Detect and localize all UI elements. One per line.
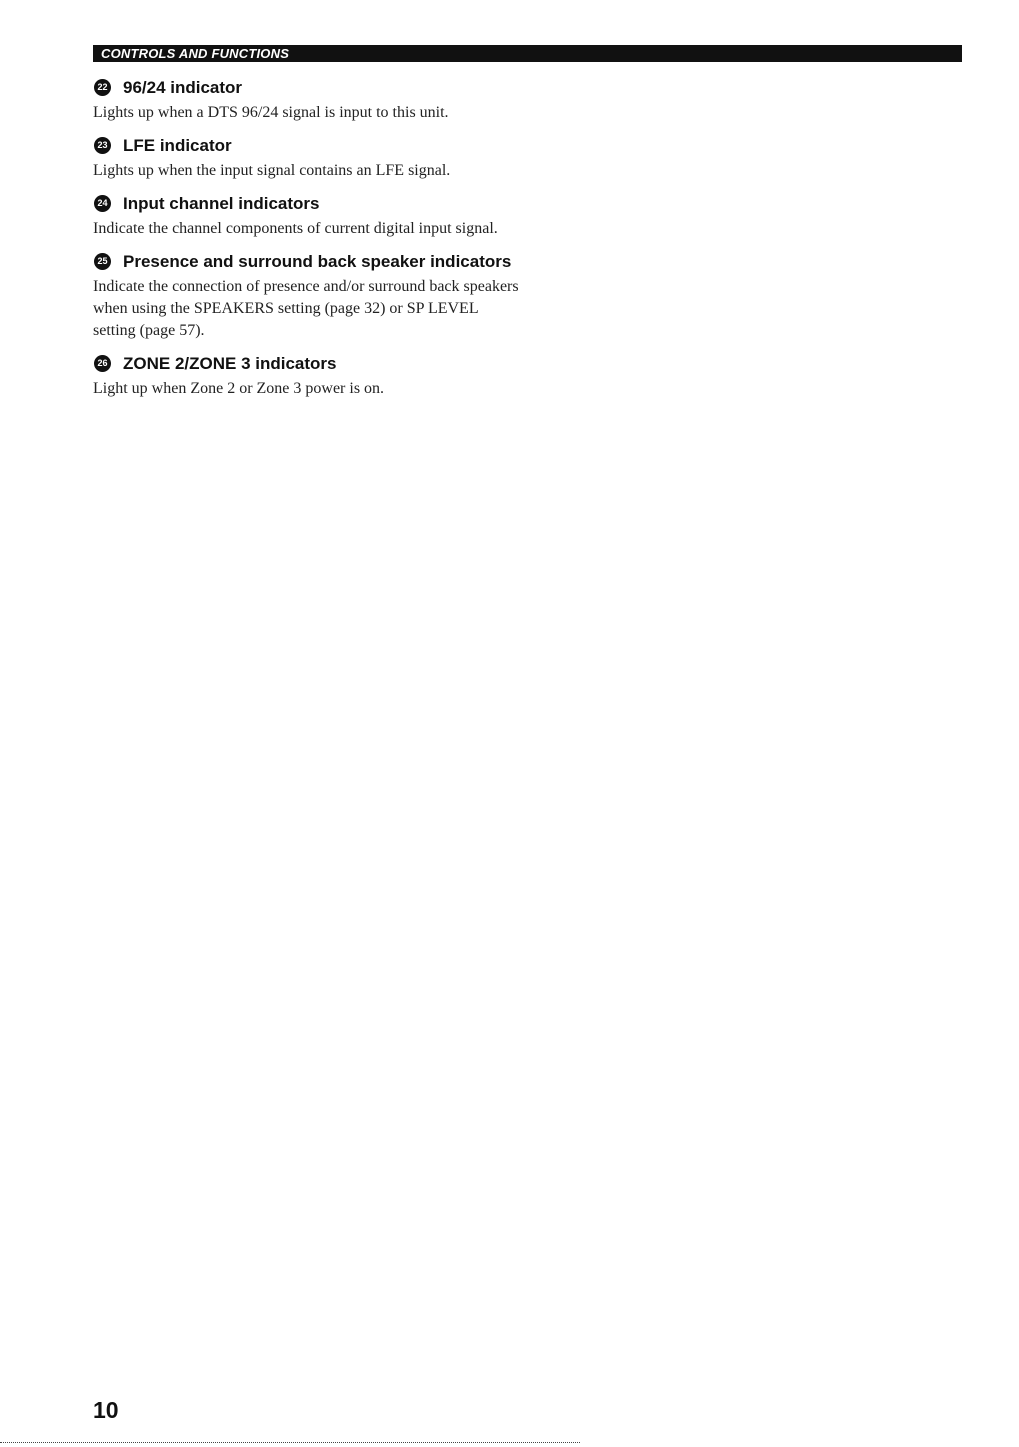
section-input-channel-indicators — [93, 192, 523, 240]
section-body: Light up when Zone 2 or Zone 3 power is on. — [93, 380, 385, 397]
section-heading-text: LFE indicator — [123, 136, 232, 155]
section-heading-text: ZONE 2/ZONE 3 indicators — [123, 354, 337, 373]
section-body: Indicate the channel components of current digital input signal. — [93, 220, 498, 237]
section-header-title: CONTROLS AND FUNCTIONS — [101, 46, 290, 61]
section-heading — [93, 76, 523, 100]
document-content — [93, 76, 523, 410]
section-heading — [93, 192, 523, 216]
section-body: Lights up when the input signal contains an LFE signal. — [93, 162, 451, 179]
circled-number-icon: 22 — [94, 79, 111, 96]
section-header-bar — [93, 45, 962, 62]
section-heading-text: Presence and surround back speaker indicators — [123, 252, 512, 271]
section-heading — [93, 352, 523, 376]
section-96-24-indicator — [93, 76, 523, 124]
circled-number-icon: 25 — [94, 253, 111, 270]
section-body: Indicate the connection of presence and/or surround back speakers when using the SPEAKERS setting (page 32) or SP LEVEL setting (page 57). — [93, 278, 519, 339]
section-zone-indicators — [93, 352, 523, 400]
circled-number-icon: 24 — [94, 195, 111, 212]
section-heading — [93, 134, 523, 158]
section-heading-text: Input channel indicators — [123, 194, 320, 213]
section-presence-surround-back-indicators — [93, 250, 523, 342]
section-heading — [93, 250, 523, 274]
page-number: 10 — [93, 1397, 119, 1423]
circled-number-icon: 26 — [94, 355, 111, 372]
section-body: Lights up when a DTS 96/24 signal is input to this unit. — [93, 104, 449, 121]
section-lfe-indicator — [93, 134, 523, 182]
bottom-divider — [0, 1442, 580, 1443]
circled-number-icon: 23 — [94, 137, 111, 154]
section-heading-text: 96/24 indicator — [123, 78, 243, 97]
